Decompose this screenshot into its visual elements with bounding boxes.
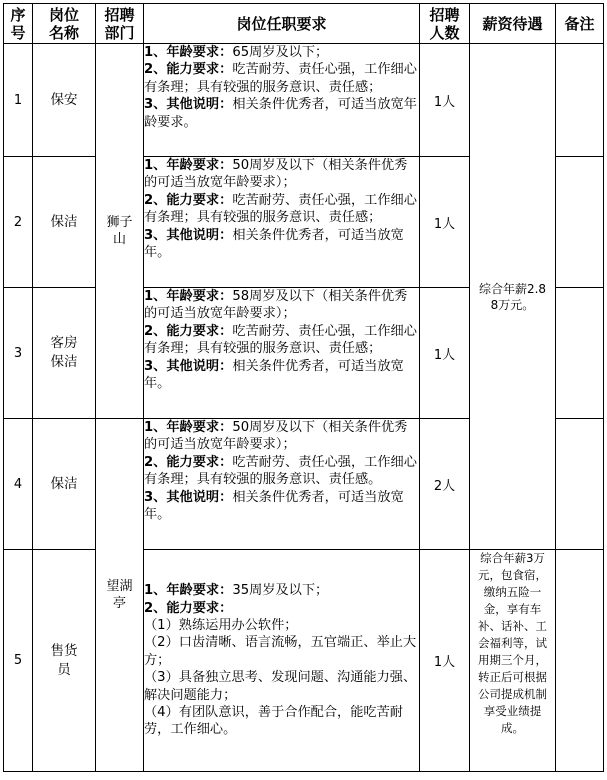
- requirement-label: 3、其他说明：: [144, 489, 233, 505]
- row-note: [556, 157, 604, 288]
- requirement-text: 35周岁及以下；: [232, 583, 329, 599]
- requirement-text: （2）口齿清晰、语言流畅，五官端正、举止大方；: [144, 635, 417, 668]
- salary-cell: 综合年薪3万元，包食宿，缴纳五险一金，享有车补、话补、工会福利等，试用期三个月，转正后可根据公司提成机制享受业绩提成。: [470, 550, 556, 772]
- header-count: 招聘人数: [420, 4, 470, 44]
- requirement-text: 相关条件优秀者，可适当放宽年龄要求。: [144, 97, 417, 130]
- requirement-label: 2、能力要求：: [144, 62, 233, 78]
- header-dept: 招聘部门: [96, 4, 144, 44]
- row-requirements: [144, 419, 420, 550]
- job-table: [3, 3, 604, 772]
- requirement-label: 1、年龄要求：: [144, 583, 233, 599]
- row-no: 1: [4, 44, 33, 157]
- requirement-label: 1、年龄要求：: [144, 289, 233, 304]
- requirement-text: （3）具备独立思考、发现问题、沟通能力强、解决问题能力；: [144, 670, 417, 703]
- requirement-line: [144, 704, 419, 739]
- table-body: [4, 44, 604, 772]
- requirement-label: 3、其他说明：: [144, 97, 233, 113]
- requirement-line: [144, 419, 419, 454]
- requirement-line: [144, 358, 419, 393]
- requirement-line: [144, 288, 419, 323]
- requirement-label: 1、年龄要求：: [144, 45, 233, 60]
- header-salary: 薪资待遇: [470, 4, 556, 44]
- requirement-line: [144, 634, 419, 669]
- requirement-label: 1、年龄要求：: [144, 420, 233, 435]
- row-position: 客房保洁: [33, 288, 96, 419]
- requirement-label: 3、其他说明：: [144, 227, 233, 243]
- requirement-label: 2、能力要求：: [144, 192, 233, 208]
- dept-cell: 望湖亭: [96, 419, 144, 772]
- requirement-line: [144, 600, 419, 617]
- row-count: 2人: [420, 419, 470, 550]
- row-position: 保洁: [33, 419, 96, 550]
- row-no: 4: [4, 419, 33, 550]
- requirement-line: [144, 454, 419, 489]
- requirement-label: 1、年龄要求：: [144, 158, 233, 173]
- requirement-line: [144, 323, 419, 358]
- row-position: 售货员: [33, 550, 96, 772]
- requirement-line: [144, 489, 419, 524]
- requirement-label: 2、能力要求：: [144, 323, 233, 339]
- dept-cell: 狮子山: [96, 44, 144, 419]
- table-row: [4, 550, 604, 772]
- header-row: [4, 4, 604, 44]
- row-requirements: [144, 288, 420, 419]
- requirement-text: 50周岁及以下（相关条件优秀的可适当放宽年龄要求）；: [144, 420, 408, 453]
- header-position: 岗位名称: [33, 4, 96, 44]
- requirement-line: [144, 61, 419, 96]
- row-requirements: [144, 550, 420, 772]
- requirement-line: [144, 192, 419, 227]
- requirement-line: [144, 617, 419, 634]
- requirement-text: 相关条件优秀者，可适当放宽年。: [144, 227, 404, 261]
- header-note: 备注: [556, 4, 604, 44]
- requirement-line: [144, 227, 419, 262]
- requirement-text: 吃苦耐劳、责任心强，工作细心有条理；具有较强的服务意识、责任感；: [144, 192, 417, 226]
- requirement-label: 2、能力要求：: [144, 454, 233, 470]
- requirement-text: （4）有团队意识，善于合作配合，能吃苦耐劳，工作细心。: [144, 705, 403, 738]
- row-requirements: [144, 44, 420, 157]
- row-count: 1人: [420, 157, 470, 288]
- row-count: 1人: [420, 44, 470, 157]
- header-no: 序号: [4, 4, 33, 44]
- requirement-text: 相关条件优秀者，可适当放宽年。: [144, 358, 404, 392]
- row-requirements: [144, 157, 420, 288]
- row-no: 5: [4, 550, 33, 772]
- row-note: [556, 419, 604, 550]
- requirement-text: 50周岁及以下（相关条件优秀的可适当放宽年龄要求）；: [144, 158, 408, 191]
- requirement-label: 2、能力要求：: [144, 600, 233, 616]
- row-count: 1人: [420, 288, 470, 419]
- row-count: 1人: [420, 550, 470, 772]
- requirement-text: 吃苦耐劳、责任心强，工作细心有条理；具有较强的服务意识、责任感；: [144, 323, 417, 357]
- row-no: 3: [4, 288, 33, 419]
- requirement-text: （1）熟练运用办公软件；: [144, 617, 298, 633]
- requirement-line: [144, 157, 419, 192]
- requirement-text: 吃苦耐劳、责任心强，工作细心有条理；具有较强的服务意识、责任感；: [144, 62, 417, 95]
- requirement-text: 58周岁及以下（相关条件优秀的可适当放宽年龄要求）；: [144, 289, 408, 322]
- salary-cell: 综合年薪2.88万元。: [470, 44, 556, 550]
- requirement-line: [144, 582, 419, 599]
- requirement-text: 65周岁及以下；: [232, 45, 329, 60]
- requirement-line: [144, 96, 419, 131]
- row-position: 保安: [33, 44, 96, 157]
- requirement-label: 3、其他说明：: [144, 358, 233, 374]
- header-requirements: 岗位任职要求: [144, 4, 420, 44]
- row-no: 2: [4, 157, 33, 288]
- row-note: [556, 44, 604, 157]
- requirement-text: 吃苦耐劳、责任心强，工作细心有条理；具有较强的服务意识、责任感。: [144, 454, 417, 488]
- requirement-line: [144, 669, 419, 704]
- row-position: 保洁: [33, 157, 96, 288]
- requirement-line: [144, 44, 419, 61]
- requirement-text: 相关条件优秀者，可适当放宽年。: [144, 489, 404, 523]
- row-note: [556, 288, 604, 419]
- table-row: [4, 44, 604, 157]
- row-note: [556, 550, 604, 772]
